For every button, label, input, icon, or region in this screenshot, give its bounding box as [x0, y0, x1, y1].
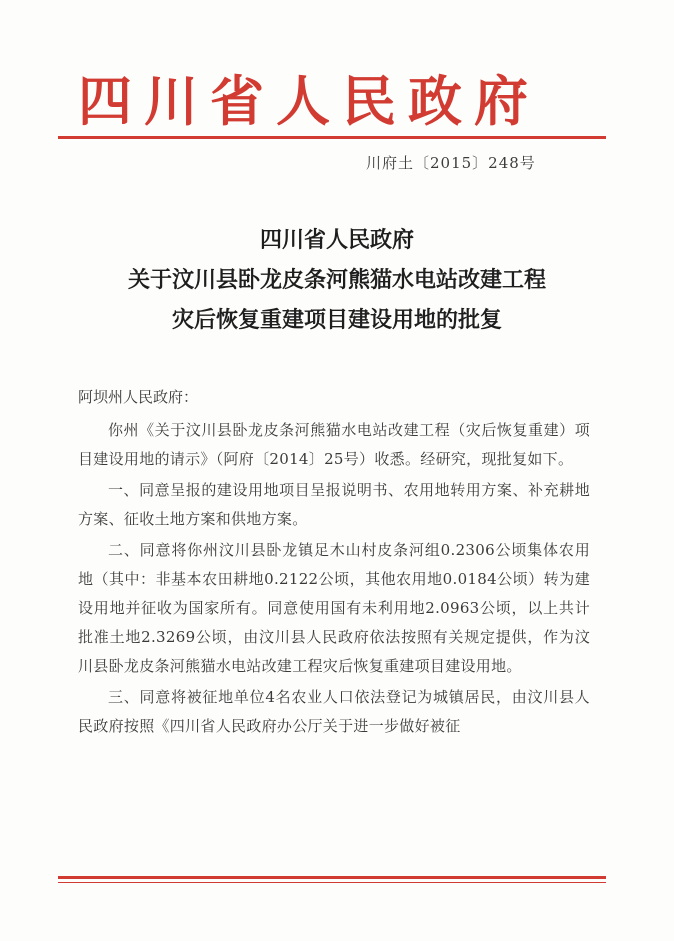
paragraph-item-3: 三、同意将被征地单位4名农业人口依法登记为城镇居民，由汶川县人民政府按照《四川省人民政府办公厅关于进一步做好被征: [78, 688, 590, 735]
document-body: [78, 382, 590, 741]
footer-red-rule-thin: [58, 882, 606, 883]
title-line-1: 四川省人民政府: [259, 227, 414, 253]
title-line-2: 关于汶川县卧龙皮条河熊猫水电站改建工程: [127, 267, 546, 293]
issuer-header: 四川省人民政府: [78, 69, 540, 133]
title-line-3: 灾后恢复重建项目建设用地的批复: [171, 307, 502, 333]
paragraph-acknowledgement: 你州《关于汶川县卧龙皮条河熊猫水电站改建工程（灾后恢复重建）项目建设用地的请示》（阿府〔2014〕25号）收悉。经研究，现批复如下。: [78, 421, 590, 468]
footer-red-rule: [58, 876, 606, 879]
paragraph-item-2: 二、同意将你州汶川县卧龙镇足木山村皮条河组0.2306公顷集体农用地（其中：非基本农田耕地0.2122公顷，其他农用地0.0184公顷）转为建设用地并征收为国家所有。同意使用国有未利用地2.0963公顷，以上共计批准土地2.3269公顷，由汶川县人民政府依法按照有关规定提供，作为汶川县卧龙皮条河熊猫水电站改建工程灾后恢复重建项目建设用地。: [78, 541, 590, 675]
document-number: 川府土〔2015〕248号: [366, 154, 536, 172]
paragraph-item-1: 一、同意呈报的建设用地项目呈报说明书、农用地转用方案、补充耕地方案、征收土地方案和供地方案。: [78, 481, 590, 528]
salutation: 阿坝州人民政府：: [78, 388, 199, 406]
header-red-rule: [58, 136, 606, 139]
document-title: [40, 220, 634, 340]
